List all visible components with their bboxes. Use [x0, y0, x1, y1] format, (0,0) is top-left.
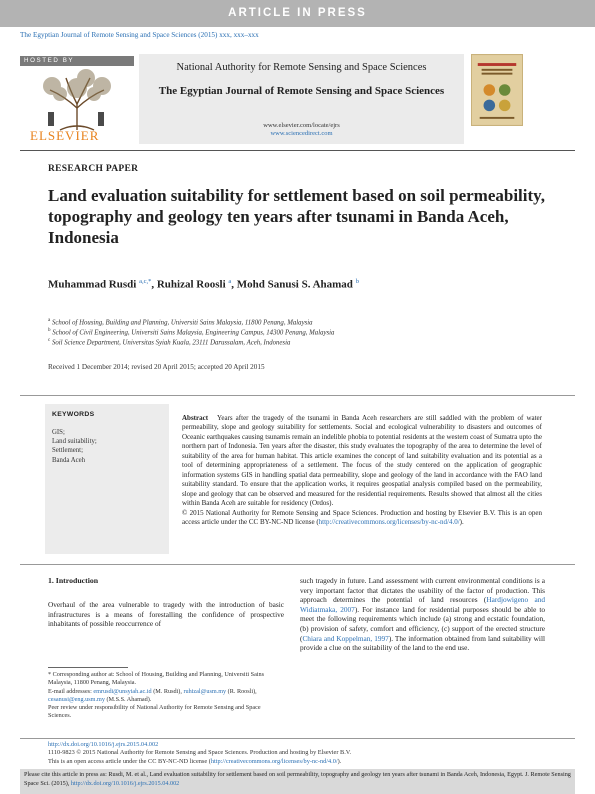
keywords-label: KEYWORDS — [52, 411, 95, 418]
author-affiliation-mark[interactable]: a — [228, 278, 232, 285]
footnotes — [48, 671, 284, 721]
journal-reference-link[interactable]: The Egyptian Journal of Remote Sensing and Space Sciences (2015) xxx, xxx–xxx — [20, 31, 259, 39]
journal-url[interactable]: www.elsevier.com/locate/ejrs — [263, 122, 340, 129]
introduction-heading: 1. Introduction — [48, 576, 99, 585]
open-access-note: This is an open access article under the CC BY-NC-ND license (http://creativecommons.org/licenses/by-nc-nd/4.0/). — [48, 757, 342, 765]
sciencedirect-url[interactable]: www.sciencedirect.com — [270, 130, 333, 137]
citation-link[interactable]: Hardjowigeno and Widiatmaka, 2007 — [300, 595, 545, 614]
journal-cover-thumbnail — [471, 54, 523, 126]
affiliation-b: $^b$ School of Civil Engineering, Universiti Sains Malaysia, Engineering Campus, 14300 Penang, Malaysia — [48, 328, 335, 337]
introduction-left-column: Overhaul of the area vulnerable to tragedy with the introduction of basic infrastructures is a means of forestalling the confidence of prospective inhabitants of possible reoccurrence of — [48, 600, 284, 629]
bottom-divider — [20, 738, 575, 739]
keywords-box — [45, 404, 169, 554]
cite-text: Please cite this article in press as: Rusdi, M. et al., Land evaluation suitability for settlement based on soil permeability, topography and geology ten years after tsunami in Banda Aceh, Indonesia, Egypt. J. Remote Sensing Space Sci. (2015), — [24, 771, 571, 787]
author-affiliation-mark[interactable]: b — [355, 278, 359, 285]
keyword-item: GIS; — [52, 429, 65, 436]
issn-copyright: 1110-9823 © 2015 National Authority for Remote Sensing and Space Sciences. Production and hosting by Elsevier B.V. — [48, 749, 352, 757]
introduction-right-column: such tragedy in future. Land assessment with current environmental conditions is a very important factor that dictates the usability of the factor of production. This approach determines the potential of land resources (Hardjowigeno and Widiatmaka, 2007). For instance land for residential purposes should be able to meet the following requirements which include (a) strong and ecstatic foundation, (b) provision of safety, comfort and efficiency, (c) support of the erected structure (Chiara and Koppelman, 1997). The information obtained from land suitability will provide a clue on the suitability of the land to the end use. — [300, 576, 546, 653]
keywords-list — [52, 428, 97, 465]
author-list: Muhammad Rusdi $^{a,c,*}$, Ruhizal Roosli $^a$, Mohd Sanusi S. Ahamad $^b$ — [48, 278, 359, 291]
email-link[interactable]: emrusdi@unsyiah.ac.id — [93, 687, 152, 695]
elsevier-tree-icon — [20, 68, 134, 134]
citation-link[interactable]: Chiara and Koppelman, 1997 — [302, 633, 389, 643]
footnote-divider — [48, 667, 128, 668]
hosted-by-label: HOSTED BY — [20, 56, 134, 66]
author-name[interactable]: Muhammad Rusdi — [48, 278, 137, 291]
email-addresses: E-mail addresses: emrusdi@unsyiah.ac.id (M. Rusdi), ruhizal@usm.my (R. Roosli), cesanusi@eng.usm.my (M.S.S. Ahamad). — [48, 687, 257, 703]
header-divider — [20, 150, 575, 151]
article-type-label: RESEARCH PAPER — [48, 164, 139, 174]
affiliation-c: $^c$ Soil Science Department, Universitas Syiah Kuala, 23111 Darussalam, Aceh, Indonesia — [48, 338, 291, 347]
email-link[interactable]: cesanusi@eng.usm.my — [48, 695, 105, 703]
license-link[interactable]: http://creativecommons.org/licenses/by-nc-nd/4.0/ — [210, 757, 338, 765]
keyword-item: Land suitability; — [52, 438, 97, 446]
article-title: Land evaluation suitability for settlement based on soil permeability, topography and geology ten years after tsunami in Banda Aceh, Indonesia — [48, 186, 545, 247]
journal-authority: National Authority for Remote Sensing and Space Sciences — [176, 62, 427, 73]
keyword-item: Settlement; — [52, 447, 83, 455]
abstract: Abstract Years after the tragedy of the tsunami in Banda Aceh researchers are still saddled with the problem of water permeability, slope and geology suitability for settlements. Social and ecological vulnerability to disasters and outcomes of Oceanic earthquakes causing tsunamis remain an indelible phobia to potential residents at the western coast of Sumatra upto the northern part of Indonesia. Ten years after the disaster, this study evaluates the topography of the area to determine the level of suitability of the area for human habitat. This article examines the concept of land suitability evaluation and its potential as a tool of determining appropriateness of a settlement. The focus of the study centered on the application of geographic information systems GIS in handling spatial data permeability, slope and geology of the land in accordance with the FAO land suitability standard. To ensure that the application works, it requires geospatial analysis compiled based on the permeability, slope and geology that can be observed and measured for the residential requirements. Results showed that almost all the cities within Banda Aceh are suitable for residency (Ordos). © 2015 National Authority for Remote Sensing and Space Sciences. Production and hosting by Elsevier B.V. This is an open access article under the CC BY-NC-ND license (http://creativecommons.org/licenses/by-nc-nd/4.0/). — [182, 414, 542, 526]
received-dates: Received 1 December 2014; revised 20 April 2015; accepted 20 April 2015 — [48, 363, 265, 371]
bottom-info — [48, 741, 575, 766]
doi-link[interactable]: http://dx.doi.org/10.1016/j.ejrs.2015.04.002 — [48, 741, 159, 748]
cite-doi-link[interactable]: http://dx.doi.org/10.1016/j.ejrs.2015.04.002 — [70, 779, 180, 787]
corresponding-author-note: * Corresponding author at: School of Housing, Building and Planning, Universiti Sains Malaysia, 11800 Penang, Malaysia. — [48, 671, 265, 687]
email-link[interactable]: ruhizal@usm.my — [183, 687, 227, 695]
article-in-press-banner: ARTICLE IN PRESS — [0, 0, 595, 27]
keyword-item: Banda Aceh — [52, 456, 86, 464]
license-link[interactable]: http://creativecommons.org/licenses/by-nc-nd/4.0/ — [318, 517, 460, 526]
author-name[interactable]: Mohd Sanusi S. Ahamad — [236, 278, 353, 291]
abstract-label: Abstract — [182, 414, 209, 422]
elsevier-logo: ELSEVIER — [30, 128, 100, 143]
abstract-copyright: © 2015 National Authority for Remote Sensing and Space Sciences. Production and hosting by Elsevier B.V. This is an open access article under the CC BY-NC-ND license ( — [182, 508, 542, 526]
abstract-text: Years after the tragedy of the tsunami in Banda Aceh researchers are still saddled with the problem of water permeability, slope and geology suitability for settlements. Social and ecological vulnerability to disasters and outcomes of Oceanic earthquakes causing tsunamis remain an indelible phobia to potential residents at the western coast of Sumatra upto the northern part of Indonesia. Ten years after the disaster, this study evaluates the topography of the area to determine the level of suitability of the area for human habitat. This article examines the concept of land suitability evaluation and its potential as a tool of determining appropriateness of a settlement. The focus of the study centered on the application of geographic information systems GIS in handling spatial data permeability, slope and geology of the land in accordance with the FAO land suitability standard. To ensure that the application works, it requires geospatial analysis compiled based on the permeability, slope and geology that can be observed and measured for the residential requirements. Results showed that almost all the cities within Banda Aceh are suitable for residency (Ordos). — [182, 414, 542, 508]
cite-this-article-box — [20, 769, 575, 794]
journal-title: The Egyptian Journal of Remote Sensing and Space Sciences — [158, 85, 445, 97]
peer-review-note: Peer review under responsibility of National Authority for Remote Sensing and Space Sciences. — [48, 704, 261, 720]
author-name[interactable]: Ruhizal Roosli — [156, 278, 226, 291]
author-affiliation-mark[interactable]: a,c,* — [139, 278, 152, 285]
affiliation-a: $^a$ School of Housing, Building and Planning, Universiti Sains Malaysia, 11800 Penang, Malaysia — [48, 318, 313, 327]
